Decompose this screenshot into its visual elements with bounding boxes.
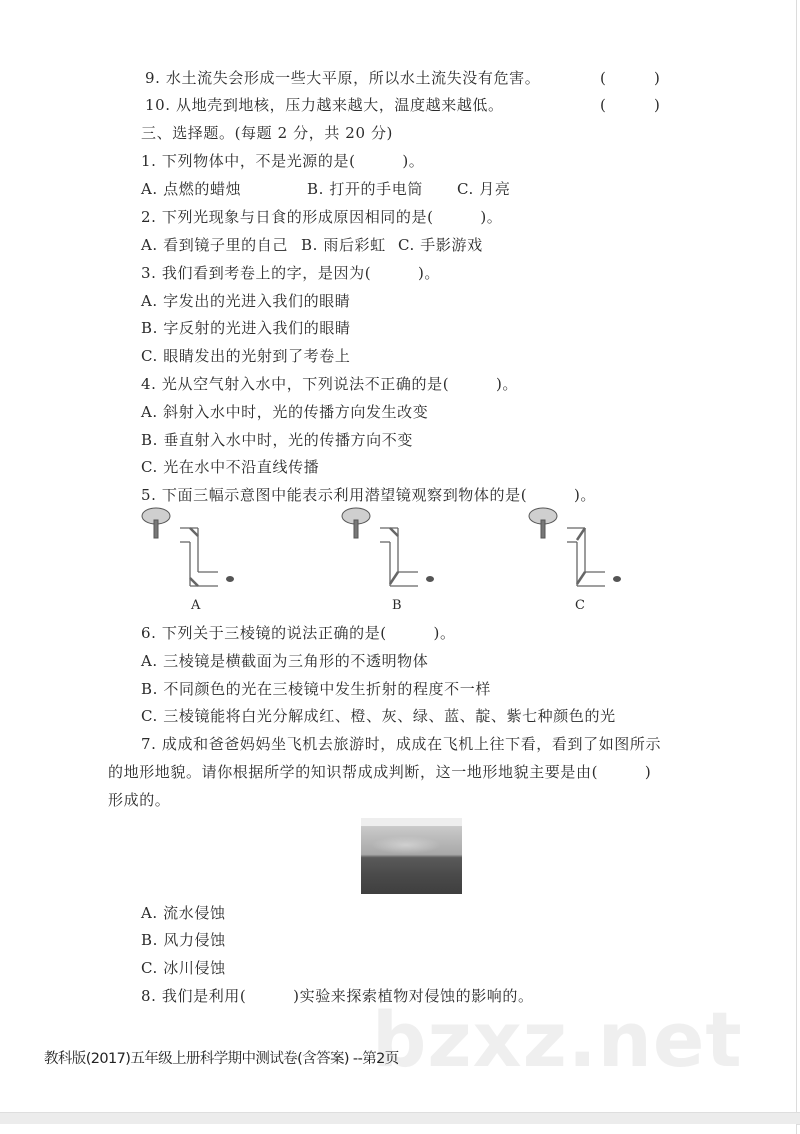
figure-label-a: A <box>191 598 201 613</box>
question-4-stem <box>141 374 518 394</box>
figure-label-c: C <box>575 598 585 613</box>
periscope-figures <box>138 506 638 616</box>
terrain-photo <box>361 818 462 894</box>
tree-icon <box>342 508 370 538</box>
answer-paren-open: ( <box>600 96 606 114</box>
question-2-option-a: A. 看到镜子里的自己 <box>141 236 288 254</box>
question-text: 下列关于三棱镜的说法正确的是( )。 <box>161 624 456 642</box>
next-page-top <box>0 1124 797 1134</box>
question-6-option-a: A. 三棱镜是横截面为三角形的不透明物体 <box>141 652 429 670</box>
item-number: 9. <box>145 69 161 87</box>
question-2-option-c: C. 手影游戏 <box>398 236 483 254</box>
question-2-stem <box>141 207 502 227</box>
question-7-option-a: A. 流水侵蚀 <box>141 904 226 922</box>
item-number: 10. <box>145 96 171 114</box>
question-text: 下面三幅示意图中能表示利用潜望镜观察到物体的是( )。 <box>161 486 596 504</box>
question-8-stem <box>141 986 534 1006</box>
question-6-option-c: C. 三棱镜能将白光分解成红、橙、灰、绿、蓝、靛、紫七种颜色的光 <box>141 707 616 725</box>
question-1-stem <box>141 151 424 171</box>
periscope-diagram-b <box>338 506 438 596</box>
question-1-option-a: A. 点燃的蜡烛 <box>141 180 242 198</box>
item-text: 从地壳到地核，压力越来越大，温度越来越低。 <box>176 96 504 114</box>
question-number: 3. <box>141 264 157 282</box>
question-text: 我们看到考卷上的字，是因为( )。 <box>161 264 440 282</box>
question-3-option-c: C. 眼睛发出的光射到了考卷上 <box>141 347 351 365</box>
question-text: 光从空气射入水中，下列说法不正确的是( )。 <box>161 375 518 393</box>
watermark: bzxz.net <box>372 995 743 1084</box>
answer-paren-open: ( <box>600 69 606 87</box>
question-4-option-a: A. 斜射入水中时，光的传播方向发生改变 <box>141 403 429 421</box>
question-7-option-c: C. 冰川侵蚀 <box>141 959 226 977</box>
periscope-diagram-c <box>525 506 625 596</box>
section-heading: 三、选择题。(每题 2 分，共 20 分) <box>141 124 394 142</box>
question-7-stem-line-3: 形成的。 <box>108 791 171 809</box>
question-7-stem-line-1 <box>141 734 661 754</box>
question-text: 成成和爸爸妈妈坐飞机去旅游时，成成在飞机上往下看，看到了如图所示 <box>161 735 662 753</box>
eye-icon <box>226 576 234 582</box>
question-2-option-b: B. 雨后彩虹 <box>301 236 386 254</box>
question-number: 5. <box>141 486 157 504</box>
question-3-stem <box>141 263 440 283</box>
question-text: 我们是利用( )实验来探索植物对侵蚀的影响的。 <box>161 987 534 1005</box>
question-number: 4. <box>141 375 157 393</box>
figure-label-b: B <box>392 598 402 613</box>
question-4-option-c: C. 光在水中不沿直线传播 <box>141 458 320 476</box>
eye-icon <box>613 576 621 582</box>
tf-item-10 <box>145 95 504 115</box>
question-6-option-b: B. 不同颜色的光在三棱镜中发生折射的程度不一样 <box>141 680 491 698</box>
eye-icon <box>426 576 434 582</box>
question-7-option-b: B. 风力侵蚀 <box>141 931 226 949</box>
tf-item-9 <box>145 68 540 88</box>
question-text: 下列光现象与日食的形成原因相同的是( )。 <box>161 208 503 226</box>
page-footer: 教科版(2017)五年级上册科学期中测试卷(含答案) --第2页 <box>44 1051 399 1067</box>
answer-paren-close: ) <box>654 69 660 87</box>
item-text: 水土流失会形成一些大平原，所以水土流失没有危害。 <box>165 69 541 87</box>
question-number: 7. <box>141 735 157 753</box>
tree-icon <box>142 508 170 538</box>
question-3-option-b: B. 字反射的光进入我们的眼睛 <box>141 319 351 337</box>
question-number: 2. <box>141 208 157 226</box>
question-1-option-b: B. 打开的手电筒 <box>307 180 423 198</box>
tree-icon <box>529 508 557 538</box>
question-1-option-c: C. 月亮 <box>457 180 511 198</box>
question-number: 6. <box>141 624 157 642</box>
answer-paren-close: ) <box>654 96 660 114</box>
question-6-stem <box>141 623 456 643</box>
question-3-option-a: A. 字发出的光进入我们的眼睛 <box>141 292 351 310</box>
question-text: 下列物体中，不是光源的是( )。 <box>161 152 425 170</box>
question-5-stem <box>141 485 596 505</box>
question-4-option-b: B. 垂直射入水中时，光的传播方向不变 <box>141 431 413 449</box>
periscope-diagram-a <box>138 506 238 596</box>
question-number: 1. <box>141 152 157 170</box>
question-number: 8. <box>141 987 157 1005</box>
question-7-stem-line-2: 的地形地貌。请你根据所学的知识帮成成判断，这一地形地貌主要是由( ) <box>108 763 652 781</box>
